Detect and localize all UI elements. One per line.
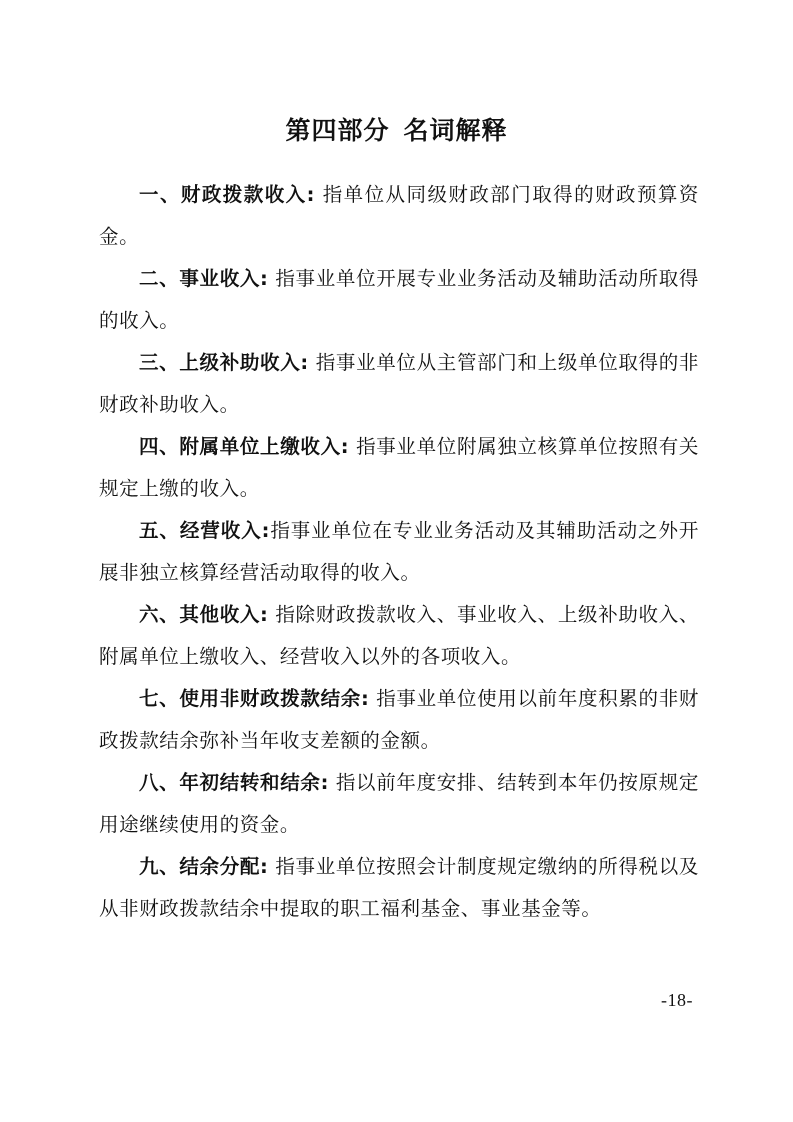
- definition-term: 三、上级补助收入:: [139, 351, 309, 374]
- definition-item: [99, 762, 699, 846]
- definition-text: 指事业单位按照会计制度规定缴纳的所得税以及从非财政拨款结余中提取的职工福利基金、事业基金等。: [99, 855, 699, 920]
- definition-text: 指以前年度安排、结转到本年仍按原规定用途继续使用的资金。: [99, 771, 699, 836]
- definition-item: [99, 174, 699, 258]
- definition-list: [99, 174, 699, 930]
- definition-text: 指事业单位在专业业务活动及其辅助活动之外开展非独立核算经营活动取得的收入。: [99, 519, 699, 584]
- definition-term: 六、其他收入:: [139, 603, 269, 626]
- definition-text: 指事业单位附属独立核算单位按照有关规定上缴的收入。: [99, 435, 699, 500]
- page-number: -18-: [661, 990, 693, 1010]
- definition-term: 七、使用非财政拨款结余:: [139, 687, 370, 710]
- definition-text: 指除财政拨款收入、事业收入、上级补助收入、附属单位上缴收入、经营收入以外的各项收入。: [99, 603, 699, 668]
- definition-term: 四、附属单位上缴收入:: [139, 435, 350, 458]
- definition-item: [99, 342, 699, 426]
- definition-term: 一、财政拨款收入:: [139, 183, 316, 206]
- definition-text: 指事业单位从主管部门和上级单位取得的非财政补助收入。: [99, 351, 700, 416]
- definition-item: [99, 426, 699, 510]
- definition-item: [99, 258, 699, 342]
- definition-term: 二、事业收入:: [139, 267, 269, 290]
- definition-item: [99, 510, 699, 594]
- definition-item: [99, 846, 699, 930]
- definition-text: 指事业单位开展专业业务活动及辅助活动所取得的收入。: [99, 267, 699, 332]
- definition-term: 五、经营收入:: [139, 519, 270, 542]
- definition-item: [99, 594, 699, 678]
- definition-term: 八、年初结转和结余:: [139, 771, 329, 794]
- page-title: [0, 113, 793, 149]
- title-part-1: 第四部分: [285, 116, 390, 145]
- definition-item: [99, 678, 699, 762]
- definition-term: 九、结余分配:: [139, 855, 269, 878]
- title-part-2: 名词解释: [403, 116, 508, 145]
- definition-text: 指事业单位使用以前年度积累的非财政拨款结余弥补当年收支差额的金额。: [99, 687, 700, 752]
- definition-text: 指单位从同级财政部门取得的财政预算资金。: [99, 183, 699, 248]
